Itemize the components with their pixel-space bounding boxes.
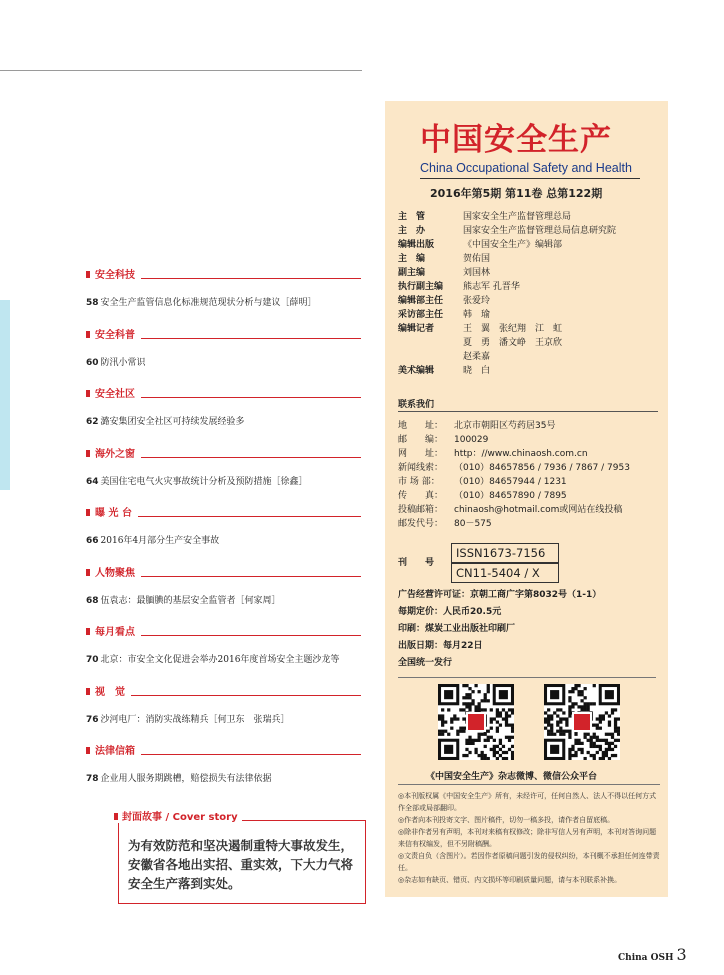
section-marker <box>86 688 90 695</box>
notice-line: ◎本刊版权属《中国安全生产》所有，未经许可，任何自然人、法人不得以任何方式作全部或局部翻印。 <box>398 792 657 812</box>
footer-brand: China OSH <box>618 953 674 963</box>
contact-value: （010）84657944 / 1231 <box>454 477 567 487</box>
toc-section-header <box>86 503 361 521</box>
page-footer <box>618 945 687 964</box>
toc-page-number: 66 <box>86 536 99 546</box>
contact-label: 网 址： <box>398 449 444 459</box>
toc-section-header <box>86 682 361 700</box>
section-marker <box>86 331 90 338</box>
contact-label: 传 真： <box>398 491 444 501</box>
toc-page-number: 64 <box>86 477 99 487</box>
toc-section-header <box>86 325 361 343</box>
staff-role: 编辑出版 <box>398 240 435 250</box>
contact-value: 100029 <box>454 435 489 445</box>
toc-entry[interactable] <box>86 771 272 784</box>
notice-line: ◎除非作者另有声明，本刊对来稿有权修改；除非写信人另有声明，本刊对答询问题来信有权编发，但不另附稿酬。 <box>398 828 657 848</box>
top-rule <box>0 70 362 71</box>
publication-row: 广告经营许可证：京朝工商广字第8032号（1-1） <box>398 590 602 600</box>
staff-role: 主 管 <box>398 212 426 222</box>
staff-name: 王 翼 张纪翔 江 虹 <box>463 324 563 334</box>
wechat-qr-code[interactable] <box>544 684 620 760</box>
staff-role: 主 办 <box>398 226 426 236</box>
contact-value[interactable]: http：//www.chinaosh.com.cn <box>454 449 588 459</box>
publication-row: 全国统一发行 <box>398 658 453 668</box>
toc-entry[interactable] <box>86 712 290 725</box>
toc-entry[interactable] <box>86 652 339 665</box>
staff-role: 副主编 <box>398 268 426 278</box>
staff-role: 编辑部主任 <box>398 296 444 306</box>
toc-page-number: 68 <box>86 596 99 606</box>
toc-section-label: 安全科普 <box>95 330 135 341</box>
section-marker <box>86 450 90 457</box>
section-rule <box>141 278 361 279</box>
contact-value: （010）84657890 / 7895 <box>454 491 567 501</box>
contact-label: 新闻线索： <box>398 463 444 473</box>
contact-title: 联系我们 <box>398 400 435 410</box>
toc-section-header <box>86 444 361 462</box>
toc-section-header <box>86 741 361 759</box>
toc-section-label: 安全社区 <box>95 389 135 400</box>
contact-value[interactable]: chinaosh@hotmail.com或网站在线投稿 <box>454 505 623 515</box>
publication-row: 每期定价：人民币20.5元 <box>398 607 502 617</box>
notice-line: ◎杂志如有缺页、错页、内文损坏等印刷质量问题，请与本刊联系补换。 <box>398 876 622 884</box>
qr-code-area <box>398 677 656 778</box>
cover-story-text: 为有效防范和坚决遏制重特大事故发生，安徽省各地出实招、重实效，下大力气将安全生产落到实处。 <box>128 838 354 891</box>
toc-page-number: 70 <box>86 655 99 665</box>
toc-entry[interactable] <box>86 593 281 606</box>
contact-rule <box>398 411 658 412</box>
toc-entry[interactable] <box>86 295 317 308</box>
staff-role: 采访部主任 <box>398 310 444 320</box>
issue-number: 2016年第5期 第11卷 总第122期 <box>430 187 603 200</box>
staff-role: 执行副主编 <box>398 282 444 292</box>
notice-line: ◎作者向本刊投寄文字、图片稿件，切勿一稿多投，请作者自留底稿。 <box>398 816 615 824</box>
toc-section-label: 安全科技 <box>95 270 135 281</box>
toc-page-number: 78 <box>86 774 99 784</box>
staff-role: 主 编 <box>398 254 426 264</box>
staff-name: 韩 瑜 <box>463 310 491 320</box>
section-rule <box>141 397 361 398</box>
page-number: 3 <box>676 945 687 964</box>
cover-story-label: 封面故事 / Cover story <box>122 812 238 823</box>
page-edge-strip <box>0 300 10 490</box>
section-rule <box>141 338 361 339</box>
toc-page-number: 76 <box>86 715 99 725</box>
qr-caption: 《中国安全生产》杂志微博、微信公众平台 <box>426 772 598 782</box>
toc-entry-title: 北京：市安全文化促进会举办2016年度首场安全主题沙龙等 <box>100 655 340 665</box>
notice-line: ◎文责自负（含图片）。若因作者原稿问题引发的侵权纠纷，本刊概不承担任何连带责任。 <box>398 852 660 872</box>
contact-label: 邮 编： <box>398 435 444 445</box>
issn-box: ISSN1673-7156 <box>451 543 559 563</box>
toc-section-header <box>86 622 361 640</box>
contact-label: 投稿邮箱： <box>398 505 444 515</box>
toc-section-label: 曝 光 台 <box>95 508 132 519</box>
copyright-notice <box>398 784 660 886</box>
toc-entry[interactable] <box>86 355 146 368</box>
contact-label: 邮发代号： <box>398 519 444 529</box>
toc-page-number: 62 <box>86 417 99 427</box>
contact-value: 80－575 <box>454 519 492 529</box>
section-marker <box>86 390 90 397</box>
staff-name: 夏 勇 潘文峥 王京欣 <box>463 338 563 348</box>
toc-section-label: 海外之窗 <box>95 449 135 460</box>
staff-name: 刘国林 <box>463 268 491 278</box>
section-rule <box>138 516 361 517</box>
toc-section-header <box>86 265 361 283</box>
toc-page-number: 60 <box>86 358 99 368</box>
magazine-english-title: China Occupational Safety and Health <box>420 161 632 175</box>
magazine-logo: 中国安全生产 <box>420 122 612 158</box>
contact-label: 市 场 部： <box>398 477 440 487</box>
staff-name: 《中国安全生产》编辑部 <box>463 240 563 250</box>
toc-entry-title: 防汛小常识 <box>100 358 146 368</box>
contact-label: 地 址： <box>398 421 444 431</box>
section-rule <box>141 457 361 458</box>
toc-section-label: 人物聚焦 <box>95 568 135 579</box>
staff-name: 贺佑国 <box>463 254 491 264</box>
toc-entry-title: 伍袁志：最腼腆的基层安全监管者［何家周］ <box>100 596 281 606</box>
issn-label: 刊 号 <box>398 558 435 568</box>
section-marker <box>86 569 90 576</box>
publication-row: 印刷：煤炭工业出版社印刷厂 <box>398 624 516 634</box>
toc-entry-title: 安全生产监管信息化标准规范现状分析与建议［薛明］ <box>100 298 317 308</box>
toc-entry-title: 2016年4月部分生产安全事故 <box>100 536 220 546</box>
weibo-qr-code[interactable] <box>438 684 514 760</box>
section-rule <box>131 695 361 696</box>
toc-section-label: 法律信箱 <box>95 746 135 757</box>
publication-info <box>398 586 601 671</box>
cn-number-box: CN11-5404 / X <box>451 563 559 583</box>
toc-section-label: 视 觉 <box>95 687 125 698</box>
staff-name: 赵柔嘉 <box>463 352 491 362</box>
toc-entry-title: 沙河电厂：消防实战练精兵［何卫东 张瑞兵］ <box>100 715 290 725</box>
toc-section-header <box>86 563 361 581</box>
toc-entry-title: 潞安集团安全社区可持续发展经验多 <box>100 417 245 427</box>
section-marker <box>86 628 90 635</box>
section-rule <box>141 635 361 636</box>
section-rule <box>141 576 361 577</box>
publication-row: 出版日期：每月22日 <box>398 641 483 651</box>
contact-value: 北京市朝阳区芍药居35号 <box>454 421 556 431</box>
section-rule <box>141 754 361 755</box>
logo-rule <box>420 178 640 179</box>
toc-entry[interactable] <box>86 414 245 427</box>
staff-role: 美术编辑 <box>398 366 435 376</box>
toc-page-number: 58 <box>86 298 99 308</box>
contact-value: （010）84657856 / 7936 / 7867 / 7953 <box>454 463 630 473</box>
section-marker <box>86 271 90 278</box>
toc-entry[interactable] <box>86 533 219 546</box>
toc-section-header <box>86 384 361 402</box>
staff-name: 张爱玲 <box>463 296 491 306</box>
staff-name: 国家安全生产监督管理总局 <box>463 212 572 222</box>
cover-story-tab <box>110 808 242 823</box>
toc-section-label: 每月看点 <box>95 627 135 638</box>
staff-name: 晓 白 <box>463 366 491 376</box>
toc-entry[interactable] <box>86 474 308 487</box>
staff-role: 编辑记者 <box>398 324 435 334</box>
toc-entry-title: 美国住宅电气火灾事故统计分析及预防措施［徐鑫］ <box>100 477 308 487</box>
staff-name: 国家安全生产监督管理总局信息研究院 <box>463 226 617 236</box>
toc-entry-title: 企业用人服务期跳槽，赔偿损失有法律依据 <box>100 774 272 784</box>
staff-name: 熊志军 孔晋华 <box>463 282 520 292</box>
section-marker <box>86 509 90 516</box>
section-marker <box>86 747 90 754</box>
